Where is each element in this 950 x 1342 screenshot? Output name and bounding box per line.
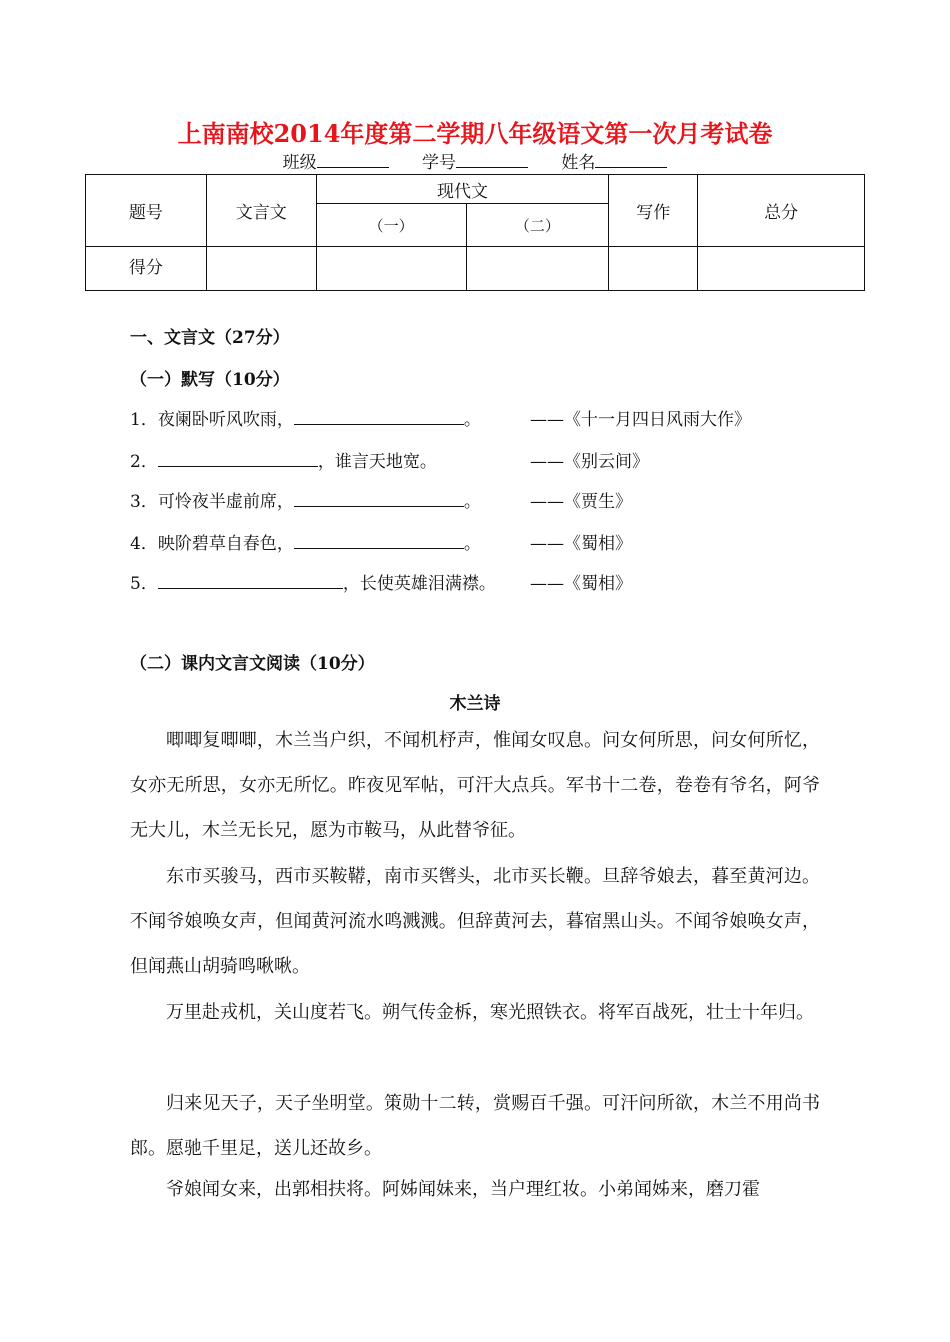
poem-paragraph-2: 东市买骏马，西市买鞍鞯，南市买辔头，北市买长鞭。旦辞爷娘去，暮至黄河边。不闻爷娘唤女声，但闻黄河流水鸣溅溅。但辞黄河去，暮宿黑山头。不闻爷娘唤女声，但闻燕山胡骑鸣啾啾。 — [130, 866, 820, 977]
fill-item-4: 4．映阶碧草自春色， 。 — [130, 529, 481, 554]
header-cell-modern-1: （一） — [316, 204, 466, 247]
source-4: ——《蜀相》 — [530, 534, 632, 554]
header-cell-classical: 文言文 — [206, 175, 316, 247]
part1-heading: （一）默写（10分） — [130, 370, 290, 390]
score-cell-total[interactable] — [698, 247, 865, 291]
score-table — [85, 174, 865, 291]
header-cell-modern: 现代文 — [316, 175, 609, 204]
header-cell-number: 题号 — [86, 175, 207, 247]
source-5: ——《蜀相》 — [530, 574, 632, 594]
source-1: ——《十一月四日风雨大作》 — [530, 410, 751, 430]
score-cell-classical[interactable] — [206, 247, 316, 291]
section1-heading: 一、文言文（27分） — [130, 328, 290, 348]
answer-blank-5[interactable] — [158, 570, 343, 589]
student-info-line — [0, 148, 950, 173]
poem-paragraph-5: 爷娘闻女来，出郭相扶将。阿姊闻妹来，当户理红妆。小弟闻姊来，磨刀霍 — [166, 1179, 760, 1200]
poem-title: 木兰诗 — [449, 694, 501, 714]
poem-paragraph-3: 万里赴戎机，关山度若飞。朔气传金柝，寒光照铁衣。将军百战死，壮士十年归。 — [166, 1002, 814, 1023]
answer-blank-1[interactable] — [294, 406, 464, 425]
fill-item-2: 2． ，谁言天地宽。 — [130, 447, 437, 472]
header-cell-total: 总分 — [698, 175, 865, 247]
id-blank[interactable] — [456, 150, 528, 168]
fill-item-1: 1．夜阑卧听风吹雨， 。 — [130, 405, 481, 430]
answer-blank-3[interactable] — [294, 488, 464, 507]
score-row-label: 得分 — [86, 247, 207, 291]
score-cell-writing[interactable] — [609, 247, 698, 291]
fill-item-3: 3．可怜夜半虚前席， 。 — [130, 487, 481, 512]
name-blank[interactable] — [595, 150, 667, 168]
part2-heading: （二）课内文言文阅读（10分） — [130, 654, 375, 674]
id-label: 学号 — [422, 153, 456, 173]
source-3: ——《贾生》 — [530, 492, 632, 512]
name-label: 姓名 — [561, 153, 596, 173]
score-cell-modern-2[interactable] — [466, 247, 609, 291]
poem-paragraph-1: 唧唧复唧唧，木兰当户织，不闻机杼声，惟闻女叹息。问女何所思，问女何所忆，女亦无所思，女亦无所忆。昨夜见军帖，可汗大点兵。军书十二卷，卷卷有爷名，阿爷无大儿，木兰无长兄，愿为市鞍马，从此替爷征。 — [130, 730, 820, 841]
answer-blank-2[interactable] — [158, 448, 318, 467]
exam-title: 上南南校2014年度第二学期八年级语文第一次月考试卷 — [177, 119, 773, 148]
header-cell-writing: 写作 — [609, 175, 698, 247]
header-cell-modern-2: （二） — [466, 204, 609, 247]
source-2: ——《别云间》 — [530, 452, 649, 472]
poem-paragraph-4: 归来见天子，天子坐明堂。策勋十二转，赏赐百千强。可汗问所欲，木兰不用尚书郎。愿驰千里足，送儿还故乡。 — [130, 1093, 820, 1159]
answer-blank-4[interactable] — [294, 530, 464, 549]
class-label: 班级 — [282, 153, 317, 173]
class-blank[interactable] — [317, 150, 389, 168]
fill-item-5: 5． ，长使英雄泪满襟。 — [130, 569, 496, 594]
score-cell-modern-1[interactable] — [316, 247, 466, 291]
